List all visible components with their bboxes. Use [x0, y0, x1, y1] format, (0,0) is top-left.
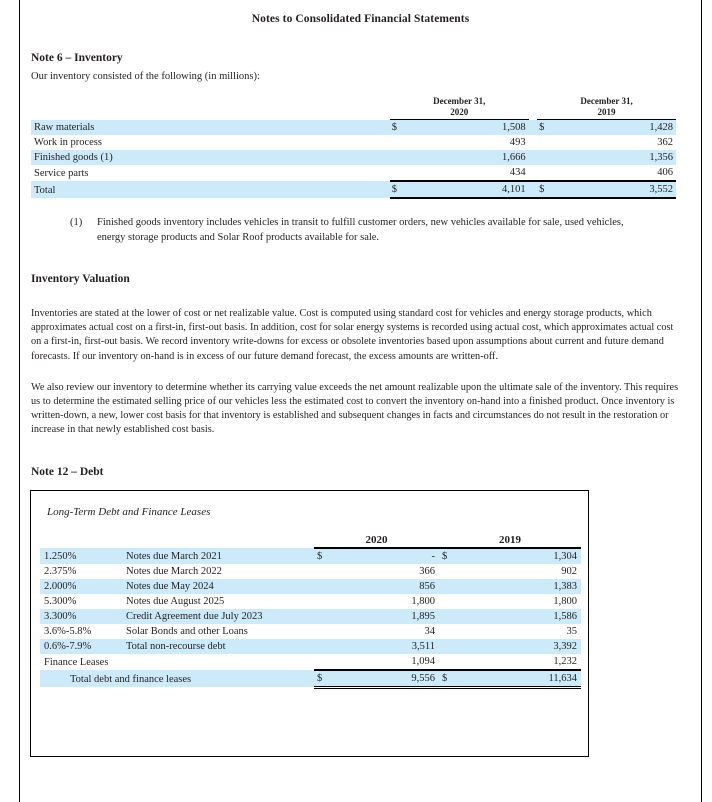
debt-value-2020: 856 — [419, 580, 435, 592]
inventory-value-2019: 1,428 — [649, 122, 673, 133]
inventory-valuation-heading: Inventory Valuation — [31, 273, 130, 285]
debt-value-2019: 1,383 — [553, 580, 577, 592]
inventory-row-label: Raw materials — [34, 122, 95, 133]
debt-value-2020: 1,094 — [411, 655, 435, 667]
debt-header-2020: 2020 — [314, 534, 439, 548]
inventory-total-row — [31, 181, 676, 198]
debt-value-2020: 3,511 — [411, 640, 435, 652]
note-6-heading: Note 6 – Inventory — [31, 52, 123, 64]
inventory-row-label: Work in process — [34, 137, 102, 148]
table-row — [31, 120, 676, 136]
debt-rate: 0.6%-7.9% — [44, 640, 92, 652]
inventory-header-2020 — [390, 96, 529, 120]
debt-description — [126, 654, 314, 670]
debt-value-2019: 1,586 — [553, 610, 577, 622]
debt-value-2019: 902 — [561, 565, 577, 577]
debt-rate: 5.300% — [44, 595, 77, 607]
inventory-currency-2020: $ — [390, 181, 413, 198]
inventory-header-2020-line1: December 31, — [433, 96, 486, 106]
table-row — [31, 165, 676, 181]
inventory-currency-2020 — [390, 135, 413, 150]
table-row — [40, 579, 581, 594]
debt-value-2019: 1,800 — [553, 595, 577, 607]
inventory-header-2020-line2: 2020 — [450, 107, 469, 117]
debt-value-2020: 1,800 — [411, 595, 435, 607]
inventory-currency-2019 — [537, 150, 560, 165]
inventory-currency-2019: $ — [537, 181, 560, 198]
inventory-currency-2020 — [390, 165, 413, 181]
inventory-value-2020: 1,508 — [502, 122, 526, 133]
inventory-currency-2019: $ — [539, 122, 545, 133]
inventory-header-2019-line1: December 31, — [580, 96, 633, 106]
debt-description: Total non-recourse debt — [126, 640, 226, 652]
debt-currency-2019 — [439, 639, 457, 654]
debt-value-2019: 1,232 — [553, 655, 577, 667]
debt-total-row — [40, 670, 581, 688]
debt-description: Notes due March 2021 — [126, 550, 222, 562]
debt-currency-2020: $ — [317, 550, 323, 562]
table-row — [40, 609, 581, 624]
table-row — [40, 639, 581, 654]
inventory-currency-2020 — [390, 150, 413, 165]
debt-value-2020: 1,895 — [411, 610, 435, 622]
debt-rate: Finance Leases — [44, 656, 109, 668]
debt-currency-2019 — [439, 624, 457, 639]
inventory-currency-2019 — [537, 135, 560, 150]
table-row — [40, 654, 581, 670]
table-row — [40, 564, 581, 579]
debt-currency-2020 — [314, 624, 334, 639]
note-6-lead-text: Our inventory consisted of the following (in millions): — [31, 71, 260, 82]
debt-table-box — [30, 490, 589, 757]
inventory-value-2020: 4,101 — [413, 181, 529, 198]
note-12-heading: Note 12 – Debt — [31, 465, 104, 478]
debt-total-currency-2019: $ — [439, 670, 457, 688]
inventory-table-wrap — [31, 96, 676, 199]
debt-currency-2020 — [314, 594, 334, 609]
debt-rate: 1.250% — [44, 550, 77, 562]
debt-total-value-2020: 9,556 — [334, 670, 439, 688]
debt-currency-2020 — [314, 609, 334, 624]
inventory-currency-2019 — [537, 165, 560, 181]
debt-value-2019: 35 — [566, 625, 577, 637]
debt-header-row — [40, 534, 581, 548]
table-row — [31, 135, 676, 150]
debt-currency-2020 — [314, 564, 334, 579]
debt-rate: 3.6%-5.8% — [44, 625, 92, 637]
debt-table — [40, 534, 581, 689]
inventory-value-2020: 493 — [509, 137, 526, 148]
table-row — [40, 548, 581, 564]
debt-total-value-2019: 11,634 — [457, 670, 581, 688]
debt-rate: 2.375% — [44, 565, 77, 577]
inventory-valuation-paragraph-2: We also review our inventory to determine whether its carrying value exceeds the net amount realizable upon the ultimate sale of the inventory. This requires us to determine the estimated selling price of our vehicles less the estimated cost to convert the inventory on-hand into a finished product. Once inventory is written-down, a new, lower cost basis for that inventory is established and subsequent changes in facts and circumstances do not result in the restoration or increase in that newly established cost basis. — [31, 381, 679, 436]
inventory-footnote — [70, 215, 645, 245]
page-title: Notes to Consolidated Financial Statements — [251, 13, 470, 25]
inventory-value-2019: 362 — [657, 137, 673, 148]
debt-description: Solar Bonds and other Loans — [126, 625, 248, 637]
inventory-row-label: Total — [34, 185, 56, 196]
table-row — [40, 594, 581, 609]
inventory-header-2019 — [537, 96, 676, 120]
inventory-value-2019: 1,356 — [649, 152, 673, 163]
inventory-table — [31, 96, 676, 199]
footnote-marker: (1) — [70, 217, 83, 228]
debt-currency-2019 — [439, 594, 457, 609]
inventory-row-label: Finished goods (1) — [34, 152, 113, 163]
debt-currency-2020 — [314, 579, 334, 594]
debt-header-2019: 2019 — [439, 534, 581, 548]
debt-rate: 2.000% — [44, 580, 77, 592]
inventory-value-2019: 406 — [657, 167, 673, 178]
debt-value-2019: 3,392 — [553, 640, 577, 652]
debt-value-2020: - — [431, 550, 435, 562]
footnote-text: Finished goods inventory includes vehicles in transit to fulfill customer orders, new vehicles available for sale, used vehicles, energy storage products and Solar Roof products available for sale. — [97, 217, 624, 243]
debt-currency-2019 — [439, 654, 457, 670]
debt-description: Notes due March 2022 — [126, 565, 222, 577]
debt-currency-2019 — [439, 609, 457, 624]
debt-description: Credit Agreement due July 2023 — [126, 610, 263, 622]
debt-value-2019: 1,304 — [553, 550, 577, 562]
debt-currency-2020 — [314, 639, 334, 654]
debt-currency-2019 — [439, 579, 457, 594]
debt-table-subtitle: Long-Term Debt and Finance Leases — [47, 505, 211, 518]
debt-value-2020: 366 — [419, 565, 435, 577]
debt-total-currency-2020: $ — [314, 670, 334, 688]
debt-description: Notes due May 2024 — [126, 580, 214, 592]
debt-currency-2019: $ — [442, 550, 448, 562]
inventory-header-2019-line2: 2019 — [597, 107, 616, 117]
debt-currency-2020 — [314, 654, 334, 670]
inventory-value-2020: 1,666 — [502, 152, 526, 163]
debt-value-2020: 34 — [424, 625, 435, 637]
debt-rate: 3.300% — [44, 610, 77, 622]
debt-description: Notes due August 2025 — [126, 595, 225, 607]
inventory-row-label: Service parts — [34, 168, 89, 179]
debt-currency-2019 — [439, 564, 457, 579]
table-row — [31, 150, 676, 165]
document-page — [19, 0, 702, 802]
table-row — [40, 624, 581, 639]
inventory-header-row — [31, 96, 676, 120]
inventory-value-2019: 3,552 — [560, 181, 676, 198]
inventory-currency-2020: $ — [391, 122, 398, 133]
inventory-valuation-paragraph-1: Inventories are stated at the lower of cost or net realizable value. Cost is computed using standard cost for vehicles and energy storage products, which approximates actual cost on a first-in, first-out basis. In addition, cost for solar energy systems is recorded using actual cost, which approximates actual cost on a first-in, first-out basis. We record inventory write-downs for excess or obsolete inventories based upon assumptions about current and future demand forecasts. If our inventory on-hand is in excess of our future demand forecast, the excess amounts are written-off. — [31, 308, 674, 362]
inventory-value-2020: 434 — [509, 167, 526, 178]
debt-total-label: Total debt and finance leases — [70, 674, 192, 686]
